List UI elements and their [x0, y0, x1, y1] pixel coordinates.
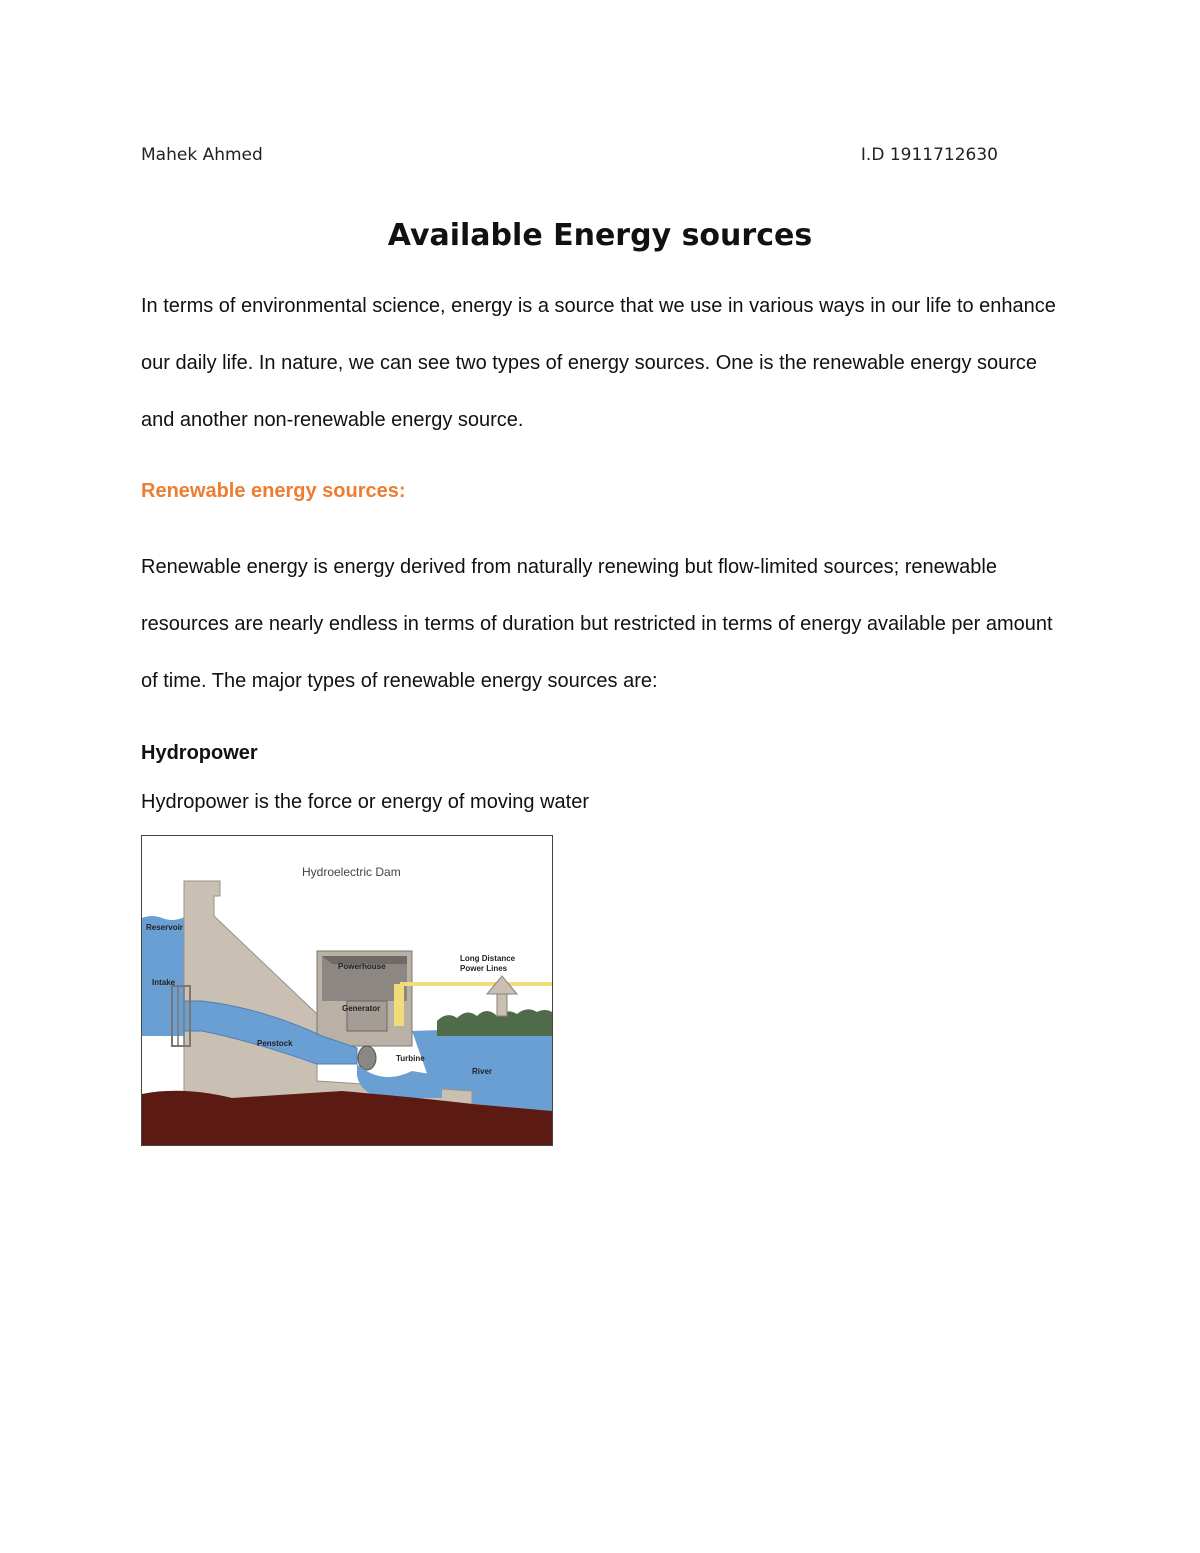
hydropower-caption: Hydropower is the force or energy of moving water [141, 791, 589, 813]
label-penstock: Penstock [257, 1039, 293, 1048]
hydroelectric-dam-diagram [141, 835, 553, 1146]
label-powerhouse: Powerhouse [338, 962, 386, 971]
turbine [358, 1046, 376, 1070]
hydropower-heading: Hydropower [141, 742, 258, 764]
diagram-title: Hydroelectric Dam [302, 865, 401, 879]
renewable-heading: Renewable energy sources: [141, 480, 406, 502]
label-river: River [472, 1067, 493, 1076]
label-power-lines-2: Power Lines [460, 964, 508, 973]
dam-illustration [142, 836, 552, 1145]
label-intake: Intake [152, 978, 176, 987]
renewable-paragraph: Renewable energy is energy derived from naturally renewing but flow-limited sources; renewable resources are nearly endless in terms of duration but restricted in terms of energy available per amount of time. The major types of renewable energy sources are: [141, 556, 1053, 692]
label-power-lines-1: Long Distance [460, 954, 516, 963]
student-id: I.D 1911712630 [860, 145, 998, 165]
label-reservoir: Reservoir [146, 923, 183, 932]
intro-paragraph: In terms of environmental science, energy is a source that we use in various ways in our life to enhance our daily life. In nature, we can see two types of energy sources. One is the renewable energy source and another non-renewable energy source. [141, 295, 1056, 431]
label-turbine: Turbine [396, 1054, 425, 1063]
label-generator: Generator [342, 1004, 381, 1013]
document-title: Available Energy sources [387, 218, 813, 253]
author-name: Mahek Ahmed [141, 145, 263, 165]
